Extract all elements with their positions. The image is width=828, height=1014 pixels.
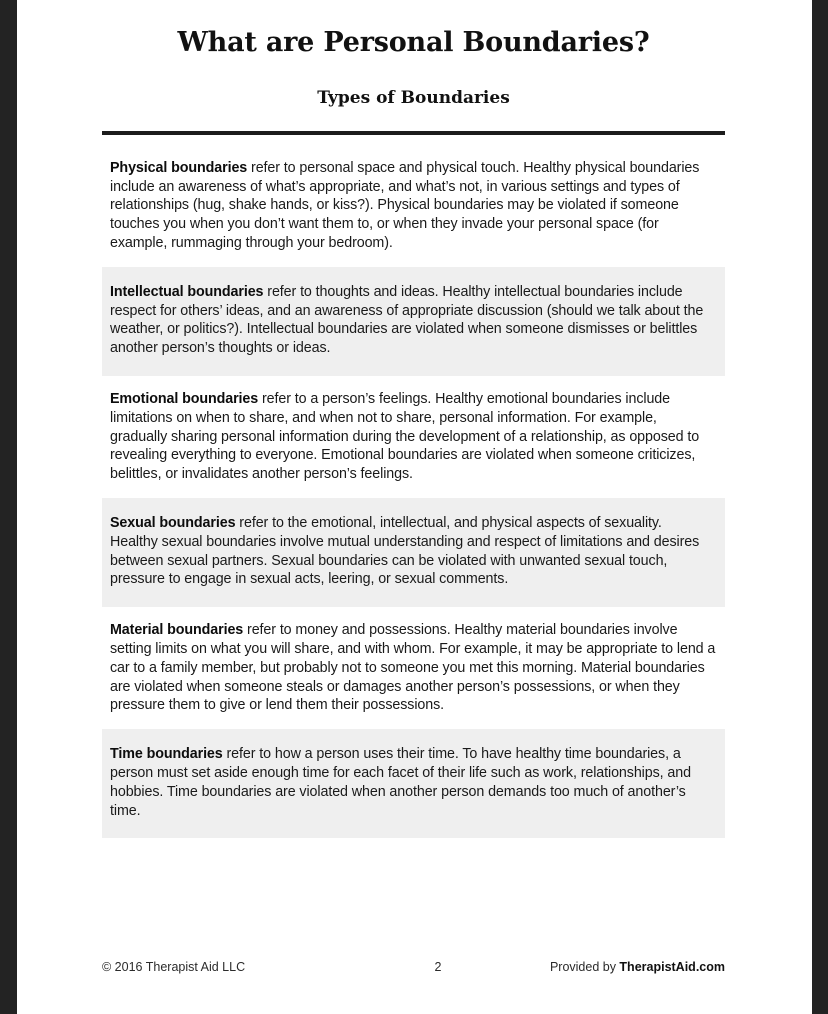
boundary-section-lead: Physical boundaries (110, 159, 248, 176)
header-divider (102, 131, 725, 135)
boundary-section-text (110, 621, 716, 715)
footer-page-number: 2 (434, 960, 442, 974)
footer-attribution-brand: TherapistAid.com (619, 960, 725, 974)
boundary-section-body: refer to money and possessions. Healthy material boundaries involve setting limits on what you will share, and with whom. For example, it may be appropriate to lend a car to a family member, but probably not to someone you met this morning. Material boundaries are violated when someone steals or damages another person’s possessions, or when they pressure them to give or lend them their possessions. (110, 622, 716, 714)
boundary-section-text (110, 514, 712, 589)
viewer-gutter-right (812, 0, 828, 1014)
boundary-section-body: refer to personal space and physical touch. Healthy physical boundaries include an awareness of what’s appropriate, and what’s not, in various settings and types of relationships (hug, shake hands, or kiss?). Physical boundaries may be violated if someone touches you when you don’t want them to, or when they invade your personal space (for example, rummaging through your bedroom). (110, 159, 700, 251)
boundary-section-body: refer to a person’s feelings. Healthy emotional boundaries include limitations on when to share, and when not to share, personal information. For example, gradually sharing personal information during the development of a relationship, as opposed to revealing everything to everyone. Emotional boundaries are violated when someone criticizes, belittles, or invalidates another person’s feelings. (110, 390, 700, 483)
boundary-section-time (102, 729, 725, 838)
boundary-section-sexual (102, 498, 725, 607)
boundary-section-body: refer to thoughts and ideas. Healthy intellectual boundaries include respect for others’ ideas, and an awareness of appropriate discussion (should we talk about the weather, or politics?). Intellectual boundaries are violated when someone dismisses or belittles another person’s thoughts or ideas. (110, 283, 704, 357)
boundary-sections-list (102, 149, 725, 839)
footer-copyright: © 2016 Therapist Aid LLC (102, 960, 246, 974)
boundary-section-text (110, 283, 712, 358)
boundary-section-body: refer to how a person uses their time. To have healthy time boundaries, a person must set aside enough time for each facet of their life such as work, relationships, and hobbies. Time boundaries are violated when another person demands too much of another’s time. (110, 746, 691, 819)
page-title: What are Personal Boundaries? (177, 27, 650, 58)
boundary-section-material (102, 611, 725, 725)
boundary-section-emotional (102, 380, 725, 494)
boundary-section-lead: Sexual boundaries (110, 514, 236, 531)
page-subtitle: Types of Boundaries (317, 88, 510, 109)
footer-attribution (550, 960, 725, 974)
page-footer (102, 960, 725, 974)
document-content (102, 0, 725, 842)
footer-attribution-prefix: Provided by (549, 960, 620, 974)
boundary-section-intellectual (102, 267, 725, 376)
boundary-section-text (110, 159, 716, 253)
boundary-section-lead: Emotional boundaries (110, 390, 259, 407)
boundary-section-lead: Intellectual boundaries (110, 283, 264, 300)
document-page (17, 0, 812, 1014)
boundary-section-lead: Material boundaries (110, 622, 244, 639)
boundary-section-body: refer to the emotional, intellectual, and physical aspects of sexuality. Healthy sexual boundaries involve mutual understanding and respect of limitations and desires between sexual partners. Sexual boundaries can be violated with unwanted sexual touch, pressure to engage in sexual acts, leering, or sexual comments. (110, 514, 700, 588)
boundary-section-physical (102, 149, 725, 263)
boundary-section-lead: Time boundaries (110, 746, 223, 763)
boundary-section-text (110, 745, 712, 820)
boundary-section-text (110, 390, 716, 484)
viewer-gutter-left (0, 0, 17, 1014)
